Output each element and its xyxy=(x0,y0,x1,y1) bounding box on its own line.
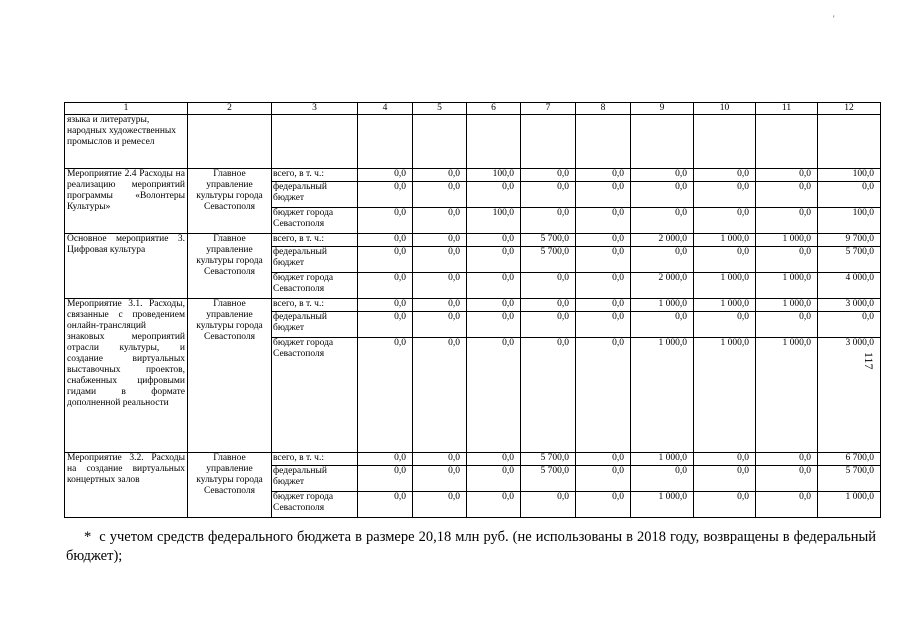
footnote-text: с учетом средств федерального бюджета в размере 20,18 млн руб. (не использованы в 2018 году, возвращены в федеральный бюджет); xyxy=(66,529,876,564)
amount-cell: 0,0 xyxy=(756,453,818,466)
amount-cell: 0,0 xyxy=(358,453,413,466)
header-cell: 12 xyxy=(818,103,881,115)
amount-cell: 0,0 xyxy=(413,453,467,466)
amount-cell: 0,0 xyxy=(467,247,521,273)
amount-cell: 0,0 xyxy=(413,466,467,492)
amount-cell: 0,0 xyxy=(694,453,756,466)
header-cell: 9 xyxy=(631,103,694,115)
amount-cell: 0,0 xyxy=(818,312,881,338)
amount-cell: 0,0 xyxy=(576,299,631,312)
amount-cell: 0,0 xyxy=(467,273,521,299)
amount-cell: 1 000,0 xyxy=(631,299,694,312)
amount-cell: 0,0 xyxy=(413,182,467,208)
agency-name: Главное управление культуры города Севастополя xyxy=(188,453,272,518)
funding-source: бюджет города Севастополя xyxy=(272,273,358,299)
event-name: Мероприятие 3.1. Расходы, связанные с проведением онлайн-трансляций знаковых мероприятий отрасли культуры, и создание виртуальных выставочных проектов, снабженных цифровыми гидами в формате дополненной реальности xyxy=(65,299,188,453)
empty-cell xyxy=(694,115,756,169)
amount-cell: 0,0 xyxy=(521,299,576,312)
funding-source: всего, в т. ч.: xyxy=(272,453,358,466)
amount-cell: 0,0 xyxy=(694,466,756,492)
amount-cell: 0,0 xyxy=(576,312,631,338)
amount-cell: 0,0 xyxy=(413,208,467,234)
amount-cell: 0,0 xyxy=(756,182,818,208)
empty-cell xyxy=(272,115,358,169)
empty-cell xyxy=(467,115,521,169)
funding-source: бюджет города Севастополя xyxy=(272,338,358,453)
amount-cell: 0,0 xyxy=(694,492,756,518)
header-row xyxy=(65,103,881,115)
amount-cell: 0,0 xyxy=(694,312,756,338)
header-cell: 5 xyxy=(413,103,467,115)
amount-cell: 0,0 xyxy=(694,182,756,208)
amount-cell: 0,0 xyxy=(576,273,631,299)
empty-cell xyxy=(521,115,576,169)
empty-cell xyxy=(818,115,881,169)
amount-cell: 0,0 xyxy=(576,169,631,182)
amount-cell: 0,0 xyxy=(358,492,413,518)
amount-cell: 0,0 xyxy=(576,208,631,234)
agency-name: Главное управление культуры города Севастополя xyxy=(188,299,272,453)
header-cell: 10 xyxy=(694,103,756,115)
amount-cell: 0,0 xyxy=(576,182,631,208)
amount-cell: 0,0 xyxy=(521,182,576,208)
funding-source: федеральный бюджет xyxy=(272,466,358,492)
amount-cell: 1 000,0 xyxy=(756,273,818,299)
amount-cell: 0,0 xyxy=(413,169,467,182)
amount-cell: 2 000,0 xyxy=(631,273,694,299)
event-name: Основное мероприятие 3. Цифровая культура xyxy=(65,234,188,299)
empty-cell xyxy=(631,115,694,169)
amount-cell: 9 700,0 xyxy=(818,234,881,247)
amount-cell: 2 000,0 xyxy=(631,234,694,247)
amount-cell: 0,0 xyxy=(413,338,467,453)
agency-name: Главное управление культуры города Севастополя xyxy=(188,234,272,299)
amount-cell: 0,0 xyxy=(467,299,521,312)
header-cell: 6 xyxy=(467,103,521,115)
amount-cell: 1 000,0 xyxy=(818,492,881,518)
amount-cell: 1 000,0 xyxy=(756,234,818,247)
amount-cell: 1 000,0 xyxy=(631,338,694,453)
amount-cell: 0,0 xyxy=(521,312,576,338)
amount-cell: 100,0 xyxy=(818,208,881,234)
table-row xyxy=(65,169,881,182)
amount-cell: 0,0 xyxy=(413,312,467,338)
amount-cell: 0,0 xyxy=(756,312,818,338)
amount-cell: 100,0 xyxy=(818,169,881,182)
amount-cell: 0,0 xyxy=(413,492,467,518)
amount-cell: 0,0 xyxy=(756,492,818,518)
amount-cell: 0,0 xyxy=(467,182,521,208)
amount-cell: 6 700,0 xyxy=(818,453,881,466)
amount-cell: 0,0 xyxy=(631,169,694,182)
footnote-star: * xyxy=(84,529,92,545)
amount-cell: 3 000,0 xyxy=(818,299,881,312)
amount-cell: 0,0 xyxy=(756,169,818,182)
amount-cell: 0,0 xyxy=(413,299,467,312)
amount-cell: 0,0 xyxy=(358,208,413,234)
empty-cell xyxy=(358,115,413,169)
amount-cell: 0,0 xyxy=(694,169,756,182)
amount-cell: 0,0 xyxy=(467,466,521,492)
amount-cell: 0,0 xyxy=(521,492,576,518)
funding-source: всего, в т. ч.: xyxy=(272,234,358,247)
header-cell: 2 xyxy=(188,103,272,115)
empty-cell xyxy=(188,115,272,169)
empty-cell xyxy=(756,115,818,169)
amount-cell: 0,0 xyxy=(358,182,413,208)
amount-cell: 5 700,0 xyxy=(521,247,576,273)
amount-cell: 4 000,0 xyxy=(818,273,881,299)
corner-mark: ' xyxy=(833,14,835,24)
amount-cell: 0,0 xyxy=(358,247,413,273)
amount-cell: 1 000,0 xyxy=(694,299,756,312)
page-number: 117 xyxy=(862,352,876,370)
amount-cell: 0,0 xyxy=(358,234,413,247)
amount-cell: 0,0 xyxy=(631,182,694,208)
footnote xyxy=(66,528,876,566)
amount-cell: 100,0 xyxy=(467,169,521,182)
amount-cell: 0,0 xyxy=(576,453,631,466)
amount-cell: 0,0 xyxy=(576,338,631,453)
amount-cell: 0,0 xyxy=(358,169,413,182)
amount-cell: 0,0 xyxy=(358,273,413,299)
amount-cell: 0,0 xyxy=(467,234,521,247)
amount-cell: 1 000,0 xyxy=(694,338,756,453)
header-cell: 1 xyxy=(65,103,188,115)
amount-cell: 0,0 xyxy=(576,466,631,492)
amount-cell: 0,0 xyxy=(818,182,881,208)
budget-table xyxy=(64,102,881,518)
amount-cell: 0,0 xyxy=(467,492,521,518)
amount-cell: 0,0 xyxy=(358,338,413,453)
amount-cell: 0,0 xyxy=(631,466,694,492)
amount-cell: 0,0 xyxy=(413,234,467,247)
amount-cell: 0,0 xyxy=(413,273,467,299)
funding-source: всего, в т. ч.: xyxy=(272,299,358,312)
amount-cell: 1 000,0 xyxy=(694,273,756,299)
amount-cell: 0,0 xyxy=(467,453,521,466)
funding-source: федеральный бюджет xyxy=(272,182,358,208)
amount-cell: 0,0 xyxy=(756,208,818,234)
event-name: Мероприятие 2.4 Расходы на реализацию мероприятий программы «Волонтеры Культуры» xyxy=(65,169,188,234)
amount-cell: 0,0 xyxy=(358,312,413,338)
amount-cell: 1 000,0 xyxy=(694,234,756,247)
amount-cell: 0,0 xyxy=(631,312,694,338)
amount-cell: 0,0 xyxy=(756,466,818,492)
funding-source: бюджет города Севастополя xyxy=(272,208,358,234)
funding-source: федеральный бюджет xyxy=(272,247,358,273)
amount-cell: 0,0 xyxy=(631,208,694,234)
continuation-row xyxy=(65,115,881,169)
amount-cell: 0,0 xyxy=(694,247,756,273)
amount-cell: 5 700,0 xyxy=(818,247,881,273)
amount-cell: 0,0 xyxy=(467,312,521,338)
amount-cell: 0,0 xyxy=(756,247,818,273)
continuation-text: языка и литературы, народных художественных промыслов и ремесел xyxy=(65,115,188,169)
amount-cell: 1 000,0 xyxy=(756,299,818,312)
amount-cell: 1 000,0 xyxy=(631,453,694,466)
amount-cell: 0,0 xyxy=(576,492,631,518)
table-row xyxy=(65,299,881,312)
funding-source: бюджет города Севастополя xyxy=(272,492,358,518)
amount-cell: 1 000,0 xyxy=(756,338,818,453)
header-cell: 8 xyxy=(576,103,631,115)
amount-cell: 0,0 xyxy=(358,466,413,492)
event-name: Мероприятие 3.2. Расходы на создание виртуальных концертных залов xyxy=(65,453,188,518)
funding-source: всего, в т. ч.: xyxy=(272,169,358,182)
amount-cell: 100,0 xyxy=(467,208,521,234)
amount-cell: 5 700,0 xyxy=(521,466,576,492)
amount-cell: 1 000,0 xyxy=(631,492,694,518)
table-row xyxy=(65,453,881,466)
header-cell: 4 xyxy=(358,103,413,115)
header-cell: 3 xyxy=(272,103,358,115)
amount-cell: 3 000,0 xyxy=(818,338,881,453)
amount-cell: 0,0 xyxy=(521,169,576,182)
amount-cell: 0,0 xyxy=(521,338,576,453)
funding-source: федеральный бюджет xyxy=(272,312,358,338)
amount-cell: 0,0 xyxy=(631,247,694,273)
amount-cell: 5 700,0 xyxy=(521,453,576,466)
amount-cell: 0,0 xyxy=(521,208,576,234)
empty-cell xyxy=(576,115,631,169)
agency-name: Главное управление культуры города Севастополя xyxy=(188,169,272,234)
amount-cell: 0,0 xyxy=(576,247,631,273)
amount-cell: 5 700,0 xyxy=(818,466,881,492)
amount-cell: 0,0 xyxy=(358,299,413,312)
amount-cell: 0,0 xyxy=(521,273,576,299)
empty-cell xyxy=(413,115,467,169)
amount-cell: 0,0 xyxy=(467,338,521,453)
header-cell: 11 xyxy=(756,103,818,115)
amount-cell: 5 700,0 xyxy=(521,234,576,247)
amount-cell: 0,0 xyxy=(576,234,631,247)
amount-cell: 0,0 xyxy=(413,247,467,273)
header-cell: 7 xyxy=(521,103,576,115)
amount-cell: 0,0 xyxy=(694,208,756,234)
table-row xyxy=(65,234,881,247)
